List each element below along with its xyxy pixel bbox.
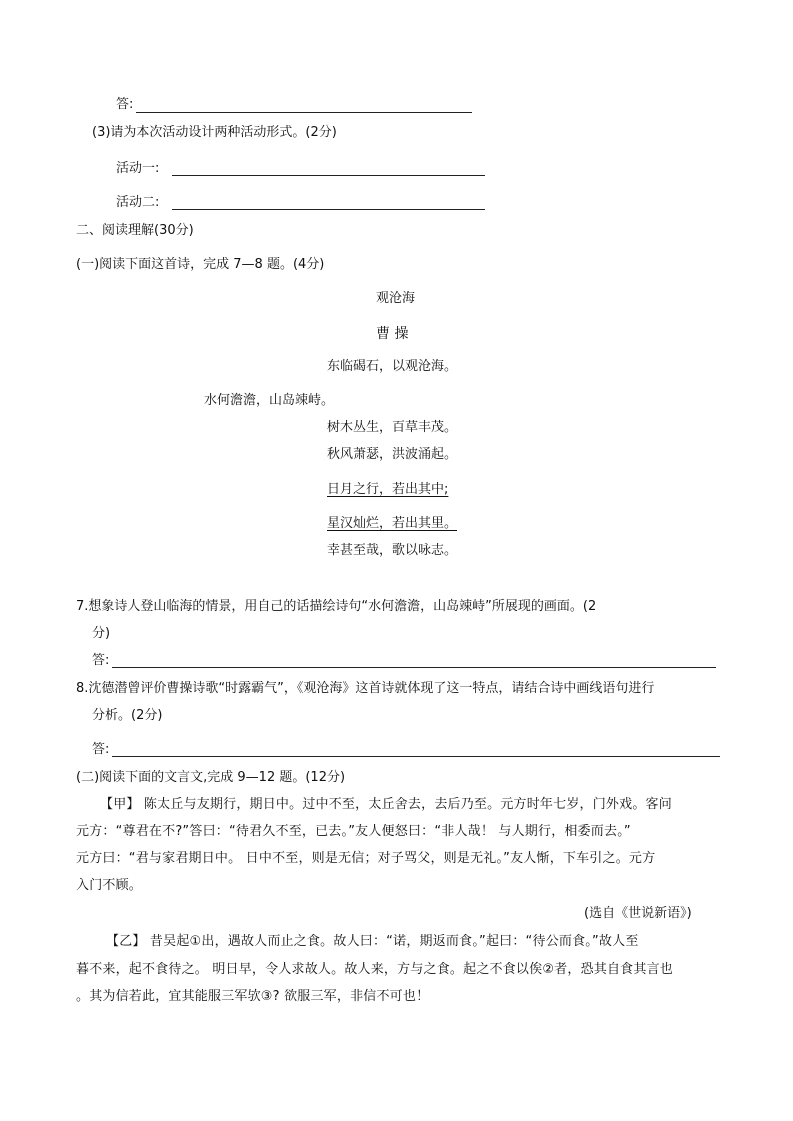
q8-text: 8.沈德潜曾评价曹操诗歌“时露霸气”，《观沧海》这首诗就体现了这一特点，请结合诗中画线语句进行 [76,681,655,696]
part1-intro: (一)阅读下面这首诗，完成 7—8 题。(4分) [76,257,325,272]
activity1-label: 活动一: [116,161,160,176]
yi-text-line: 暮不来，起不食待之。 明日早，令人求故人。故人来，方与之食。起之不食以俟②者，恐其自食其言也 [76,962,673,977]
activity2-blank[interactable] [172,209,485,210]
section2-title: 二、阅读理解(30分) [76,223,194,238]
q8-answer-blank[interactable] [112,756,720,757]
q7-answer-label: 答: [92,653,110,668]
activity1-blank[interactable] [172,175,485,176]
answer-label: 答: [116,97,134,112]
poem-line: 东临碣石，以观沧海。 [327,359,458,374]
jia-text-line: 元方：“尊君在不?”答曰：“待君久不至，已去。”友人便怒曰：“非人哉！ 与人期行，相委而去。” [76,824,631,839]
q7-text: 7.想象诗人登山临海的情景，用自己的话描绘诗句“水何澹澹，山岛竦峙”所展现的画面。(2 [76,599,597,614]
q8-text-cont: 分析。(2分) [92,708,163,723]
jia-text-line: 元方曰：“君与家君期日中。 日中不至，则是无信；对子骂父，则是无礼。”友人惭，下车引之。元方 [76,851,656,866]
jia-text-line: 入门不顾。 [76,878,143,893]
jia-source: (选自《世说新语》) [584,906,692,921]
yi-text-line: 。其为信若此，宜其能服三军欤③? 欲服三军，非信不可也！ [76,989,430,1004]
poem-line: 秋风萧瑟，洪波涌起。 [327,447,458,462]
poem-line-underlined: 日月之行，若出其中; [327,482,449,497]
poem-title: 观沧海 [376,291,416,306]
answer-blank-top[interactable] [136,112,472,113]
q8-answer-label: 答: [92,742,110,757]
poem-author: 曹 操 [376,326,409,342]
part2-intro: (二)阅读下面的文言文,完成 9—12 题。(12分) [76,770,346,785]
poem-line: 树木丛生，百草丰茂。 [327,420,458,435]
q3-prompt: (3)请为本次活动设计两种活动形式。(2分) [92,125,337,140]
yi-text-line: 【乙】 昔吴起①出，遇故人而止之食。故人曰：“诺，期返而食。”起曰：“待公而食。”故人至 [106,934,639,949]
poem-line-underlined: 星汉灿烂，若出其里。 [327,516,458,531]
poem-line: 水何澹澹，山岛竦峙。 [204,393,335,408]
activity2-label: 活动二: [116,195,160,210]
poem-line: 幸甚至哉，歌以咏志。 [327,543,458,558]
jia-text-line: 【甲】 陈太丘与友期行，期日中。过中不至，太丘舍去，去后乃至。元方时年七岁，门外戏。客问 [100,797,672,812]
q7-text-cont: 分) [92,626,111,641]
q7-answer-blank[interactable] [112,667,716,668]
